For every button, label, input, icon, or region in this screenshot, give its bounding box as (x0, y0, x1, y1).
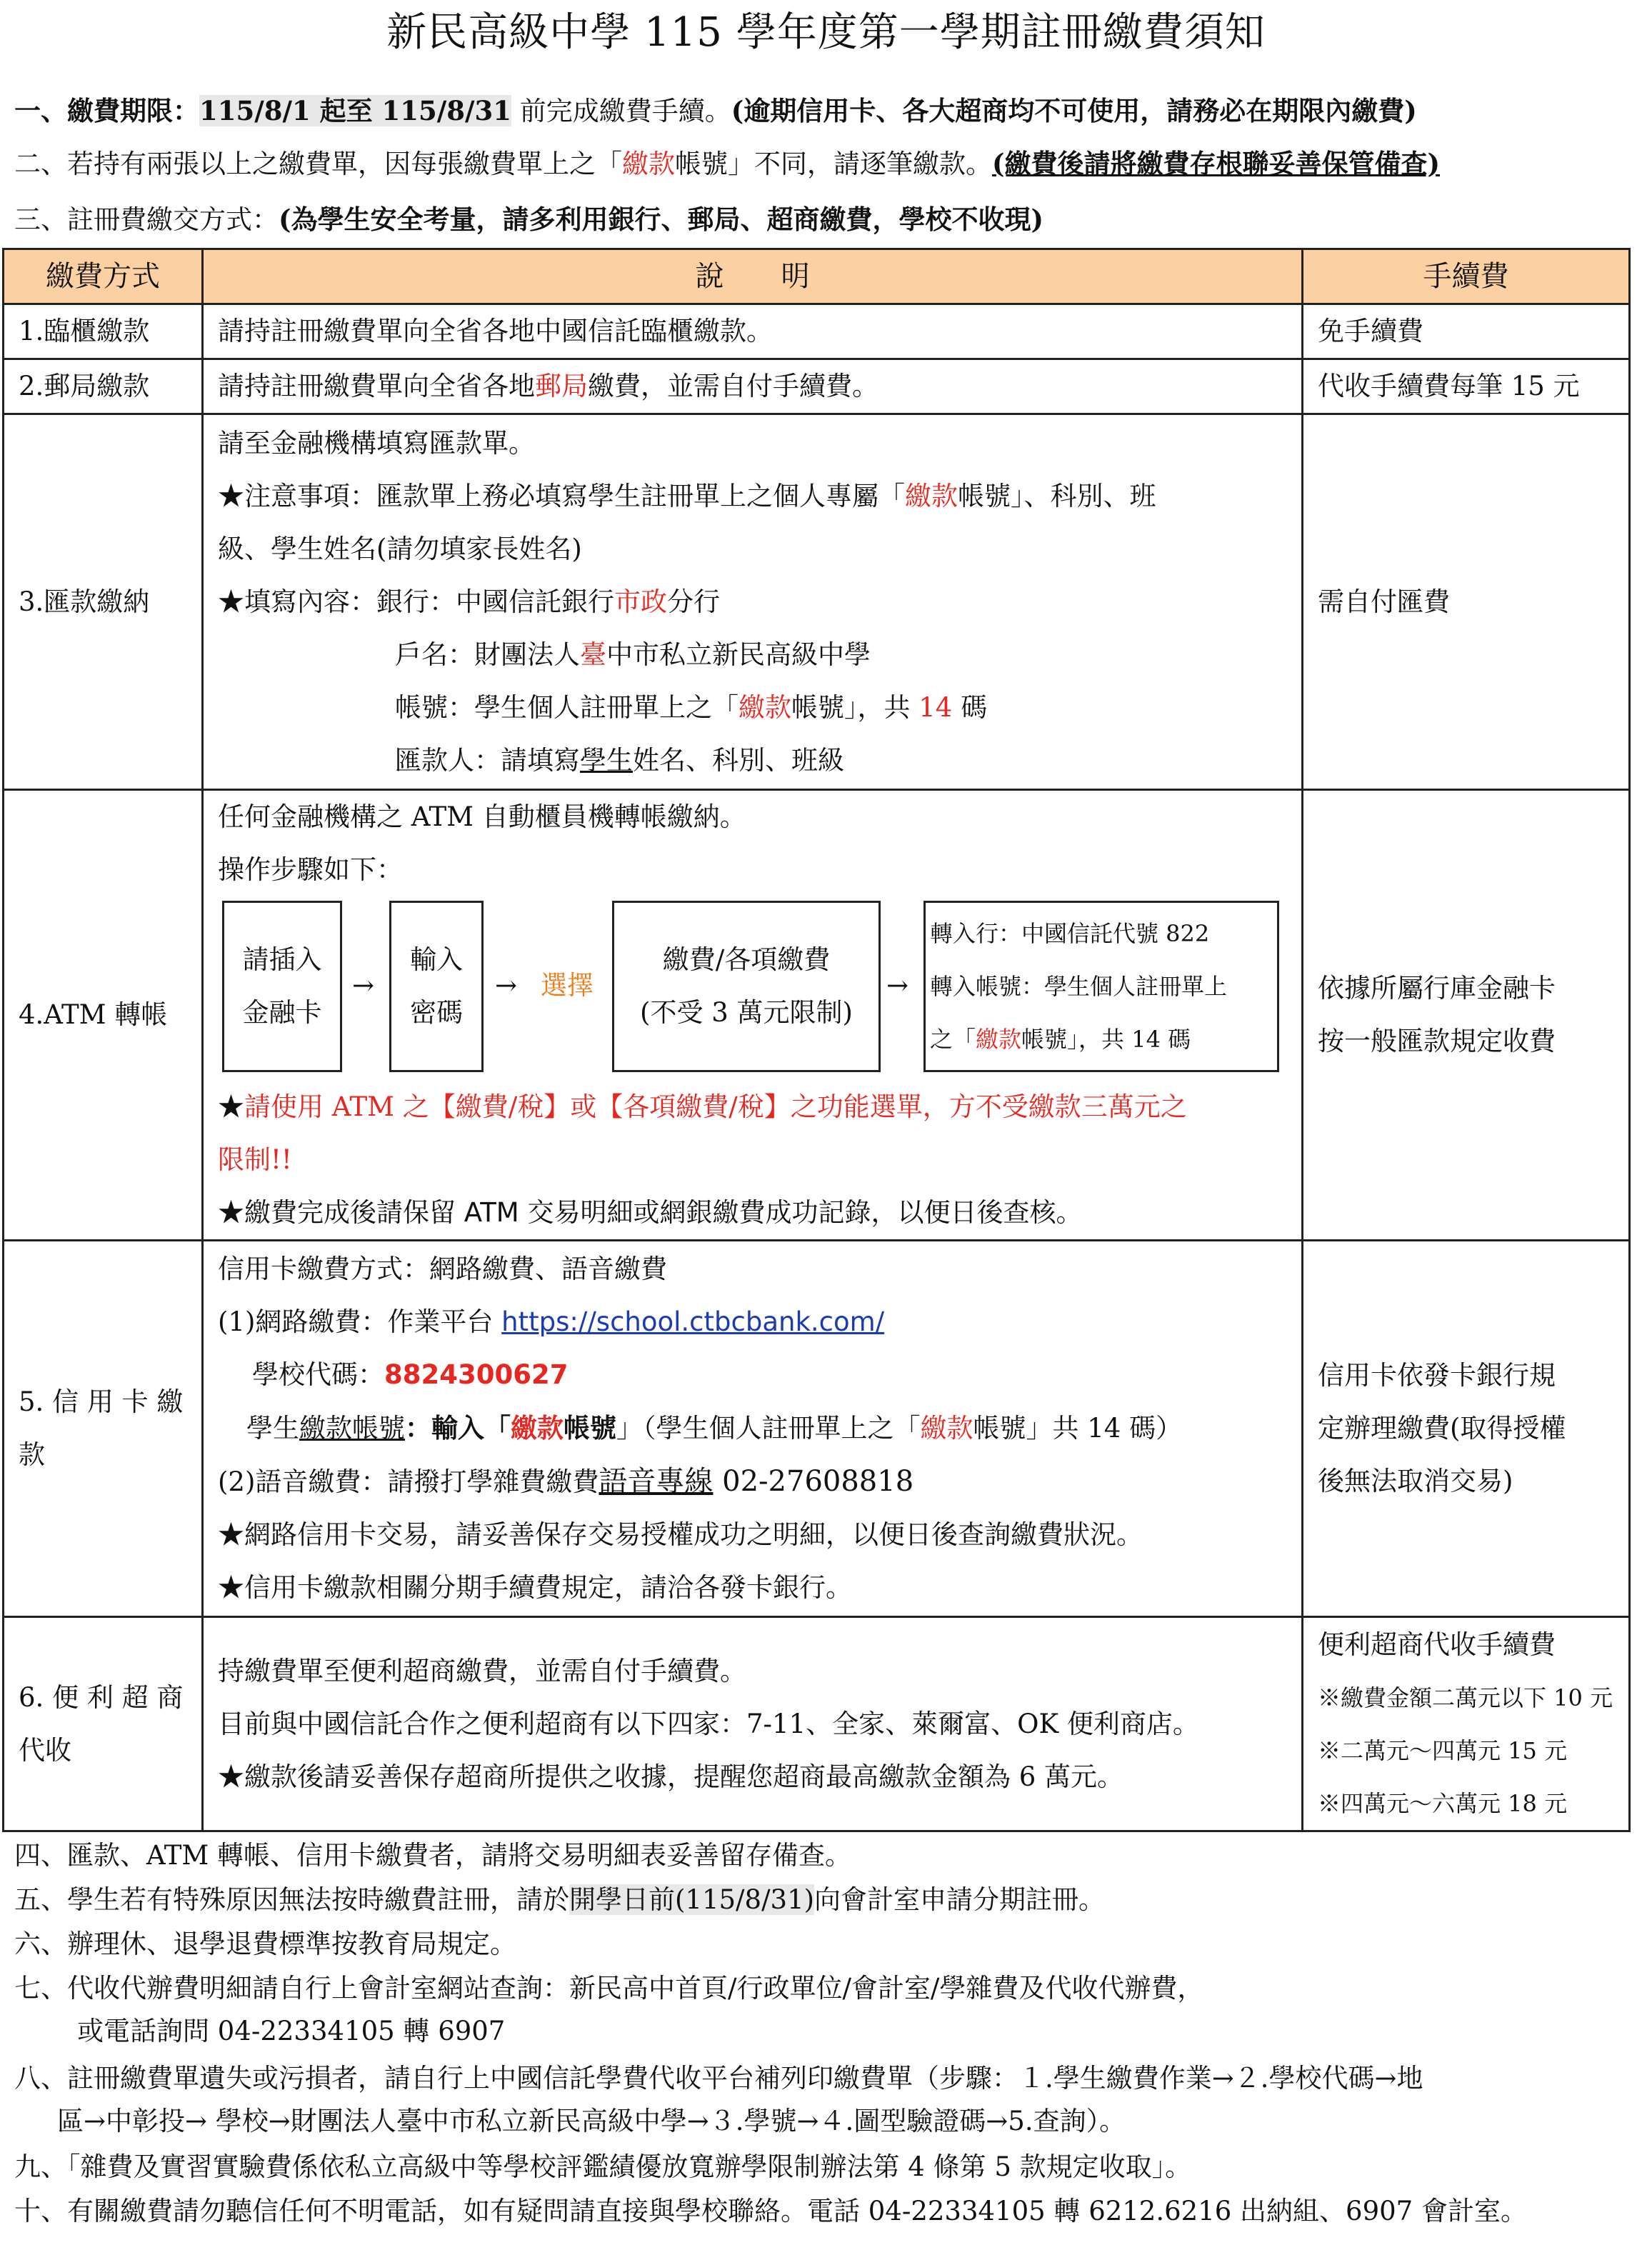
cc-l4b: ：輸入「 (405, 1412, 511, 1444)
header-fee: 手續費 (1303, 249, 1630, 304)
desc-credit-card (203, 1241, 1303, 1617)
payment-methods-table (2, 248, 1631, 1832)
fee-cs-3: ※二萬元～四萬元 15 元 (1318, 1736, 1568, 1764)
fee-atm-2: 按一般匯款規定收費 (1318, 1026, 1556, 1056)
table-header-row (4, 249, 1630, 304)
school-code: 8824300627 (384, 1359, 569, 1390)
remit-l7u: 學生 (580, 744, 633, 776)
desc-post-b: 繳費，並需自付手續費。 (588, 371, 878, 401)
table-row (4, 304, 1630, 359)
remit-line-6 (218, 681, 1301, 734)
fee-cs-4: ※四萬元～六萬元 18 元 (1318, 1789, 1568, 1817)
cc-line-4 (218, 1401, 1301, 1455)
desc-post (203, 359, 1303, 414)
remit-l7a: 匯款人：請填寫 (395, 744, 580, 776)
flow-box4b: 轉入帳號：學生個人註冊單上 (930, 973, 1228, 1000)
intro-1-text: 前完成繳費手續。 (511, 96, 731, 126)
cc-l4u: 繳款帳號 (299, 1413, 405, 1444)
atm-l5atm: ATM (464, 1197, 519, 1228)
cs-line-3: ★繳款後請妥善保存超商所提供之收據，提醒您超商最高繳款金額為 6 萬元。 (218, 1761, 1124, 1792)
fee-cc-2: 定辦理繳費(取得授權 (1318, 1413, 1566, 1444)
intro-item-1 (14, 91, 1650, 131)
remit-l5b: 中市私立新民高級中學 (606, 639, 871, 670)
cc-l2a: (1)網路繳費：作業平台 (218, 1306, 502, 1337)
fee-cs-1: 便利超商代收手續費 (1318, 1629, 1556, 1660)
intro-2-highlight: 繳款 (622, 149, 675, 179)
flow-box3a: 繳費/各項繳費 (662, 944, 831, 975)
remit-l2a: ★注意事項：匯款單上務必填寫學生註冊單上之個人專屬「 (218, 480, 905, 511)
fee-cs-2: ※繳費金額二萬元以下 10 元 (1318, 1684, 1613, 1711)
intro-item-3 (14, 200, 1650, 239)
table-row (4, 359, 1630, 414)
atm-star: ★ (218, 1091, 244, 1122)
note-4: 四、匯款、ATM 轉帳、信用卡繳費者，請將交易明細表妥善留存備查。 (14, 1840, 852, 1871)
method-cs-2: 代收 (19, 1734, 71, 1766)
flow-box-enter-pin (389, 901, 484, 1072)
flow-box4c-b: 帳號」，共 14 碼 (1021, 1026, 1191, 1053)
intro-2-text: 帳號」不同，請逐筆繳款。 (675, 149, 992, 179)
method-credit-card (4, 1241, 203, 1617)
fee-post: 代收手續費每筆 15 元 (1303, 359, 1630, 414)
remit-l2red: 繳款 (905, 480, 958, 511)
fee-cc-3: 後無法取消交易) (1318, 1466, 1513, 1496)
flow-box2b: 密碼 (410, 997, 463, 1028)
remit-l4b: 分行 (667, 586, 720, 617)
remit-l5red: 臺 (580, 639, 606, 670)
method-cc-1: 5. 信 用 卡 繳 (19, 1386, 184, 1417)
method-post: 2.郵局繳款 (4, 359, 203, 414)
remit-l4red: 市政 (614, 586, 667, 617)
method-cc-2: 款 (19, 1439, 45, 1470)
fee-atm (1303, 790, 1630, 1241)
flow-box1b: 金融卡 (242, 997, 322, 1028)
flow-box4a: 轉入行：中國信託代號 822 (930, 920, 1210, 947)
cs-line-1: 持繳費單至便利超商繳費，並需自付手續費。 (218, 1655, 746, 1686)
fee-cc-1: 信用卡依發卡銀行規 (1318, 1360, 1556, 1391)
header-description: 說 明 (203, 249, 1303, 304)
flow-box4c-red: 繳款 (976, 1026, 1022, 1053)
fee-atm-1: 依據所屬行庫金融卡 (1318, 973, 1556, 1004)
remit-line-4 (218, 576, 1301, 629)
remit-l7b: 姓名、科別、班級 (633, 744, 844, 776)
method-remit: 3.匯款繳納 (4, 414, 203, 790)
flow-box1a: 請插入 (242, 944, 322, 975)
remit-line-1: 請至金融機構填寫匯款單。 (218, 427, 535, 459)
cc-l5a: (2)語音繳費：請撥打學雜費繳費 (218, 1466, 599, 1497)
intro-1-prefix: 一、 (14, 95, 67, 126)
cc-l4d: 」（學生個人註冊單上之「 (616, 1413, 921, 1444)
atm-line-2: 操作步驟如下： (218, 854, 403, 885)
cc-line-5 (218, 1455, 1301, 1509)
header-method: 繳費方式 (4, 249, 203, 304)
cc-l4e: 帳號」共 14 碼） (973, 1413, 1183, 1444)
flow-box4c-a: 之「 (930, 1026, 976, 1053)
desc-post-red: 郵局 (535, 371, 588, 401)
remit-l2b: 帳號」、科別、班 (958, 480, 1156, 511)
cc-l5u: 語音專線 (599, 1465, 714, 1498)
flow-box2a: 輸入 (410, 944, 463, 975)
atm-line-4: 限制!! (218, 1144, 292, 1175)
intro-2-note: (繳費後請將繳費存根聯妥善保管備查) (992, 148, 1441, 179)
flow-box-transfer-account (923, 901, 1279, 1072)
table-row (4, 1241, 1630, 1617)
cc-l4c: 帳號 (564, 1412, 616, 1444)
cc-l4a: 學生 (246, 1413, 299, 1444)
intro-2-prefix: 二、若持有兩張以上之繳費單，因每張繳費單上之「 (14, 149, 622, 179)
remit-line-7 (218, 734, 1301, 787)
desc-atm (203, 790, 1303, 1241)
note-5a: 五、學生若有特殊原因無法按時繳費註冊，請於 (14, 1884, 569, 1915)
flow-box-payment-menu (612, 901, 881, 1072)
atm-l5b: 交易明細或網銀繳費成功記錄，以便日後查核。 (519, 1197, 1083, 1228)
cc-line-6: ★網路信用卡交易，請妥善保存交易授權成功之明細，以便日後查詢繳費狀況。 (218, 1519, 1143, 1550)
intro-3-prefix: 三、註冊費繳交方式： (14, 204, 279, 235)
fee-remit: 需自付匯費 (1303, 414, 1630, 790)
note-7a: 七、代收代辦費明細請自行上會計室網站查詢：新民高中首頁/行政單位/會計室/學雜費及代收代辦費， (14, 1973, 1204, 2004)
method-counter: 1.臨櫃繳款 (4, 304, 203, 359)
school-platform-link[interactable]: https://school.ctbcbank.com/ (501, 1306, 885, 1337)
desc-convenience-store (203, 1617, 1303, 1831)
intro-1-label: 繳費期限： (67, 95, 199, 126)
flow-arrow-icon: → (886, 970, 909, 1001)
flow-arrow-icon: → (495, 970, 518, 1001)
flow-box-insert-card (222, 901, 342, 1072)
table-row (4, 414, 1630, 790)
remit-l4a: ★填寫內容：銀行：中國信託銀行 (218, 586, 614, 617)
desc-post-a: 請持註冊繳費單向全省各地 (218, 371, 535, 401)
remit-l6red1: 繳款 (739, 691, 791, 723)
desc-remit (203, 414, 1303, 790)
cc-l3a: 學校代碼： (252, 1359, 384, 1390)
intro-3-note: (為學生安全考量，請多利用銀行、郵局、超商繳費，學校不收現) (279, 204, 1044, 235)
remit-l5a: 戶名：財團法人 (395, 639, 580, 670)
atm-line-1: 任何金融機構之 ATM 自動櫃員機轉帳繳納。 (218, 801, 746, 832)
method-atm: 4.ATM 轉帳 (4, 790, 203, 1241)
flow-box3b: (不受 3 萬元限制) (640, 997, 853, 1028)
atm-line-3 (218, 1081, 1301, 1134)
atm-l5a: ★繳費完成後請保留 (218, 1197, 464, 1228)
cc-line-2 (218, 1296, 1301, 1349)
method-convenience-store (4, 1617, 203, 1831)
note-6: 六、辦理休、退學退費標準按教育局規定。 (14, 1929, 516, 1959)
remit-l6red2: 14 (918, 691, 953, 723)
intro-item-2 (14, 144, 1650, 184)
payment-period: 115/8/1 起至 115/8/31 (199, 95, 512, 126)
cc-l4red: 繳款 (511, 1412, 564, 1444)
remit-l6c: 碼 (952, 691, 988, 723)
atm-line-5 (218, 1186, 1301, 1239)
desc-counter: 請持註冊繳費單向全省各地中國信託臨櫃繳款。 (203, 304, 1303, 359)
cc-line-3 (218, 1349, 1301, 1401)
page-title: 新民高級中學 115 學年度第一學期註冊繳費須知 (386, 9, 1266, 56)
remit-l6a: 帳號：學生個人註冊單上之「 (395, 691, 739, 723)
cc-l4red2: 繳款 (920, 1413, 973, 1444)
atm-l3-red: 請使用 ATM 之【繳費/稅】或【各項繳費/稅】之功能選單，方不受繳款三萬元之 (244, 1091, 1187, 1122)
cc-line-7: ★信用卡繳款相關分期手續費規定，請洽各發卡銀行。 (218, 1572, 852, 1603)
remit-line-2 (218, 470, 1301, 523)
fee-counter: 免手續費 (1303, 304, 1630, 359)
remit-l6b: 帳號」，共 (791, 691, 919, 723)
flow-box4c (930, 1013, 1191, 1066)
method-cs-1: 6. 便 利 超 商 (19, 1681, 184, 1713)
note-10: 十、有關繳費請勿聽信任何不明電話，如有疑問請直接與學校聯絡。電話 04-22334105 轉 6212.6216 出納組、6907 會計室。 (14, 2196, 1527, 2226)
note-7b: 或電話詢問 04-22334105 轉 6907 (77, 2016, 506, 2046)
remit-line-5 (218, 629, 1301, 681)
flow-arrow-icon: → (352, 970, 375, 1001)
note-5 (14, 1879, 1650, 1921)
cc-line-1: 信用卡繳費方式：網路繳費、語音繳費 (218, 1254, 667, 1284)
atm-flow-diagram (218, 901, 1301, 1081)
note-5b: 開學日前(115/8/31) (569, 1884, 815, 1915)
cs-line-2: 目前與中國信託合作之便利超商有以下四家：7-11、全家、萊爾富、OK 便利商店。 (218, 1708, 1199, 1739)
note-8b: 區→中彰投→ 學校→財團法人臺中市私立新民高級中學→３.學號→４.圖型驗證碼→5.查詢）。 (57, 2106, 1126, 2136)
note-8a: 八、註冊繳費單遺失或污損者，請自行上中國信託學費代收平台補列印繳費單（步驟：１.學生繳費作業→２.學校代碼→地 (14, 2063, 1423, 2094)
remit-line-3: 級、學生姓名(請勿填家長姓名) (218, 533, 582, 564)
flow-choose-label: 選擇 (541, 970, 594, 1001)
intro-1-note: (逾期信用卡、各大超商均不可使用，請務必在期限內繳費) (731, 95, 1417, 126)
table-row (4, 1617, 1630, 1831)
note-9: 九、「雜費及實習實驗費係依私立高級中等學校評鑑績優放寬辦學限制辦法第 4 條第 5 款規定收取」。 (14, 2151, 1192, 2182)
table-row (4, 790, 1630, 1241)
voice-hotline: 02-27608818 (713, 1465, 914, 1498)
fee-credit-card (1303, 1241, 1630, 1617)
note-5c: 向會計室申請分期註冊。 (814, 1884, 1106, 1915)
fee-convenience-store (1303, 1617, 1630, 1831)
